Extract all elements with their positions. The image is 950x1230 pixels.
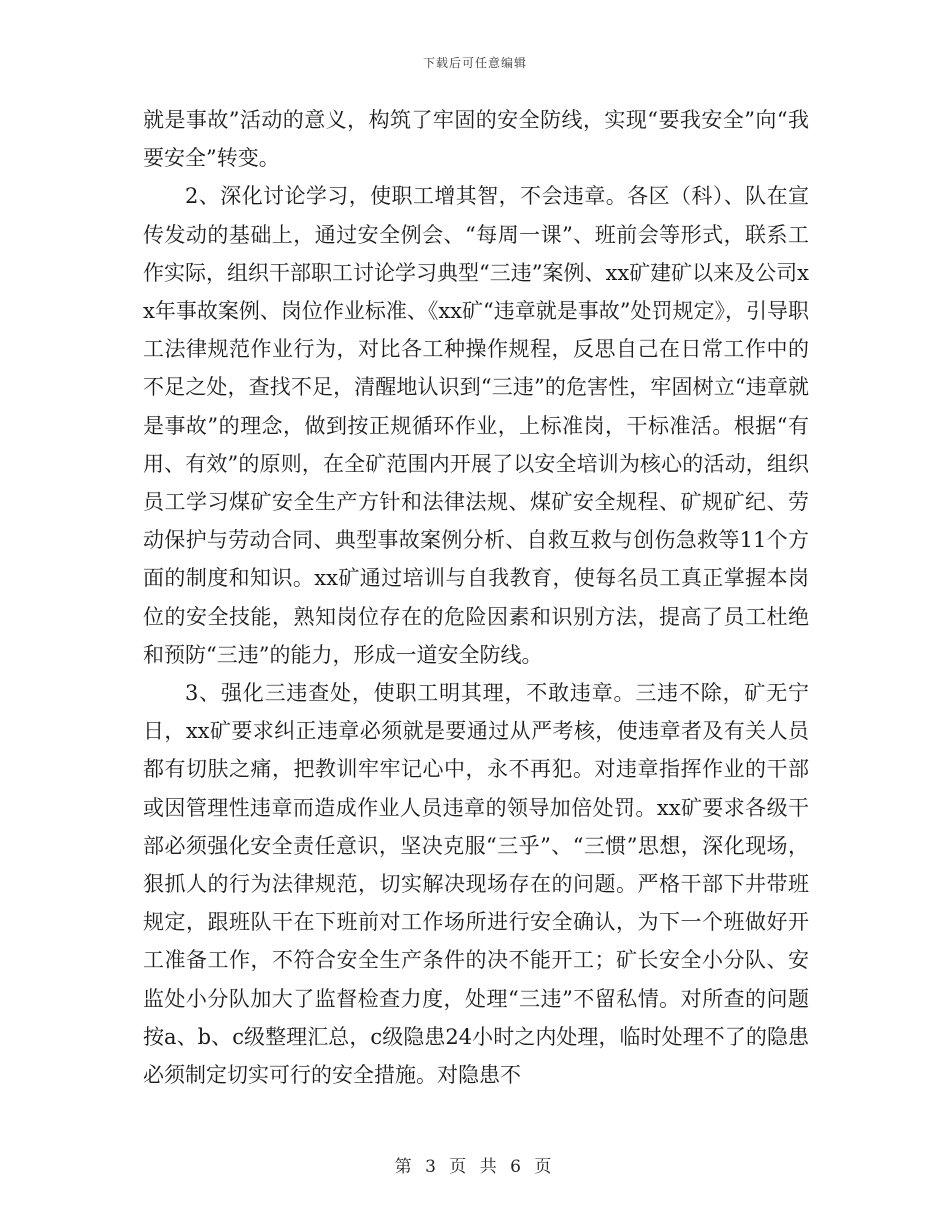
paragraph-violation-enforcement: 3、强化三违查处，使职工明其理，不敢违章。三违不除，矿无宁日，xx矿要求纠正违章必须就是要通过从严考核，使违章者及有关人员都有切肤之痛，把教训牢牢记心中，永不再犯。对违章指挥作业的干部或因管理性违章而造成作业人员违章的领导加倍处罚。xx矿要求各级干部必须强化安全责任意识，坚决克服“三乎”、“三惯”思想，深化现场，狠抓人的行为法律规范，切实解决现场存在的问题。严格干部下井带班规定，跟班队干在下班前对工作场所进行安全确认，为下一个班做好开工准备工作，不符合安全生产条件的决不能开工；矿长安全小分队、安监处小分队加大了监督检查力度，处理“三违”不留私情。对所查的问题按a、b、c级整理汇总，c级隐患24小时之内处理，临时处理不了的隐患必须制定切实可行的安全措施。对隐患不 [143, 681, 809, 1088]
paragraph-continuation: 就是事故”活动的意义，构筑了牢固的安全防线，实现“要我安全”向“我要安全”转变。 [143, 108, 809, 171]
paragraph-study-discussion: 2、深化讨论学习，使职工增其智，不会违章。各区（科）、队在宣传发动的基础上，通过安全例会、“每周一课”、班前会等形式，联系工作实际，组织干部职工讨论学习典型“三违”案例、xx矿建矿以来及公司xx年事故案例、岗位作业标准、《xx矿“违章就是事故”处罚规定》，引导职工法律规范作业行为，对比各工种操作规程，反思自己在日常工作中的不足之处，查找不足，清醒地认识到“三违”的危害性，牢固树立“违章就是事故”的理念，做到按正规循环作业，上标准岗，干标准活。根据“有用、有效”的原则，在全矿范围内开展了以安全培训为核心的活动，组织员工学习煤矿安全生产方针和法律法规、煤矿安全规程、矿规矿纪、劳动保护与劳动合同、典型事故案例分析、自救互救与创伤急救等11个方面的制度和知识。xx矿通过培训与自我教育，使每名员工真正掌握本岗位的安全技能，熟知岗位存在的危险因素和识别方法，提高了员工杜绝和预防“三违”的能力，形成一道安全防线。 [143, 184, 809, 667]
page-header: 下载后可任意编辑 [422, 56, 527, 70]
page-number-footer: 第 3 页 共 6 页 [394, 1157, 556, 1177]
document-body [143, 101, 809, 1094]
